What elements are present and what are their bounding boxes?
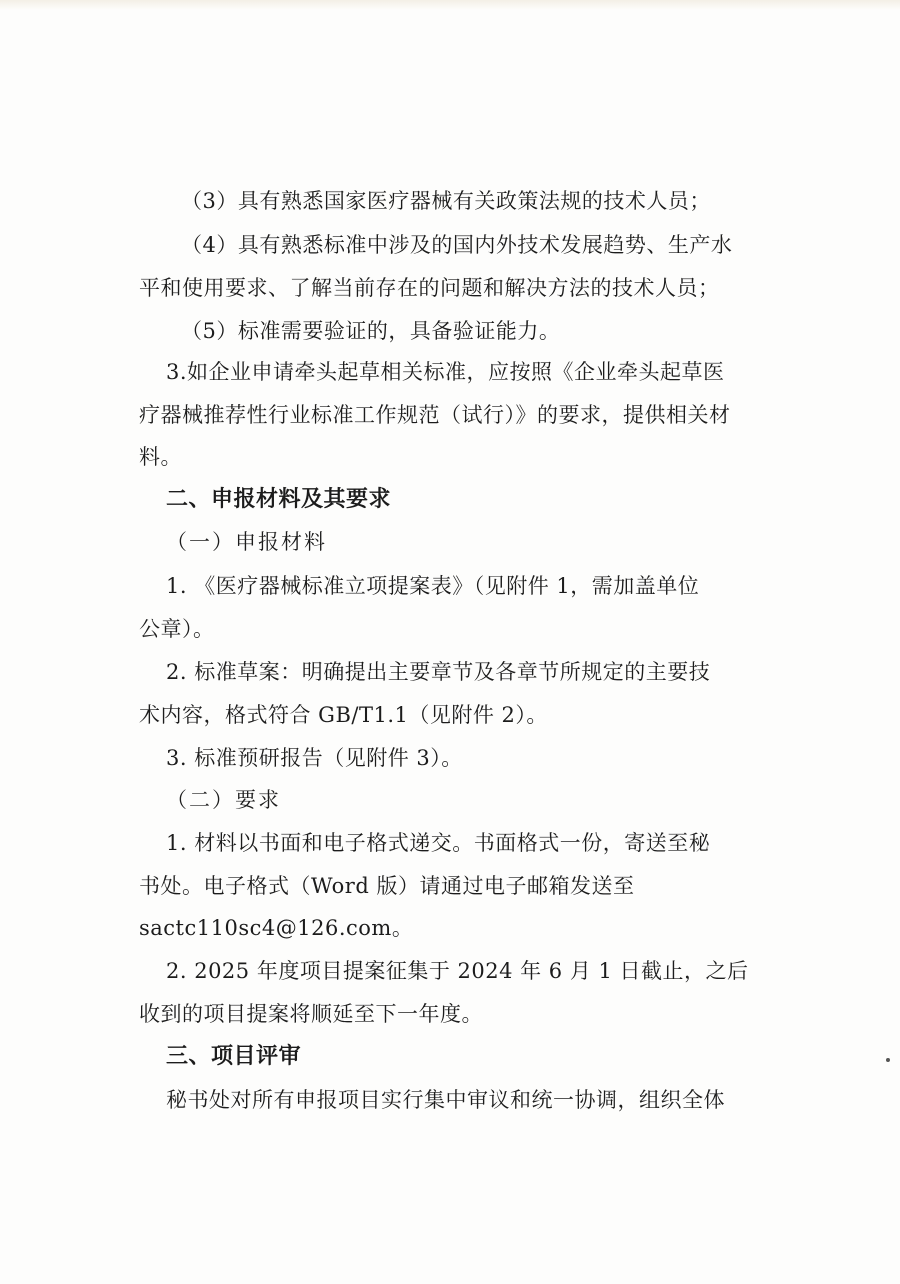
clause-3-line-1: 3.如企业申请牵头起草相关标准，应按照《企业牵头起草医 xyxy=(166,360,725,384)
requirement-2-line-2: 收到的项目提案将顺延至下一年度。 xyxy=(139,1002,483,1026)
requirement-item-5: （5）标准需要验证的，具备验证能力。 xyxy=(181,319,561,343)
scan-speck xyxy=(886,1058,890,1062)
requirement-item-4-line-1: （4）具有熟悉标准中涉及的国内外技术发展趋势、生产水 xyxy=(181,233,733,257)
material-item-3: 3. 标准预研报告（见附件 3）。 xyxy=(166,746,463,770)
clause-3-line-3: 料。 xyxy=(139,445,182,469)
requirement-item-3: （3）具有熟悉国家医疗器械有关政策法规的技术人员； xyxy=(181,189,711,213)
clause-3-line-2: 疗器械推荐性行业标准工作规范（试行）》的要求，提供相关材 xyxy=(139,403,731,427)
requirement-item-4-line-2: 平和使用要求、了解当前存在的问题和解决方法的技术人员； xyxy=(139,276,720,300)
material-item-1-line-2: 公章）。 xyxy=(139,617,215,641)
section-heading-2: 二、申报材料及其要求 xyxy=(166,487,392,512)
requirement-1-line-2: 书处。电子格式（Word 版）请通过电子邮箱发送至 xyxy=(139,874,635,898)
material-item-1-line-1: 1. 《医疗器械标准立项提案表》（见附件 1，需加盖单位 xyxy=(166,574,700,598)
requirement-2-line-1: 2. 2025 年度项目提案征集于 2024 年 6 月 1 日截止，之后 xyxy=(166,959,749,983)
subsection-heading-materials: （一）申报材料 xyxy=(166,530,327,554)
scan-edge-shadow xyxy=(0,0,900,10)
contact-email: sactc110sc4@126.com。 xyxy=(139,916,414,940)
material-item-2-line-1: 2. 标准草案：明确提出主要章节及各章节所规定的主要技 xyxy=(166,660,711,684)
section-heading-3: 三、项目评审 xyxy=(166,1044,302,1069)
material-item-2-line-2: 术内容，格式符合 GB/T1.1（见附件 2）。 xyxy=(139,703,548,727)
requirement-1-line-1: 1. 材料以书面和电子格式递交。书面格式一份，寄送至秘 xyxy=(166,831,711,855)
subsection-heading-requirements: （二）要求 xyxy=(166,788,281,812)
review-paragraph-line-1: 秘书处对所有申报项目实行集中审议和统一协调，组织全体 xyxy=(166,1088,725,1112)
